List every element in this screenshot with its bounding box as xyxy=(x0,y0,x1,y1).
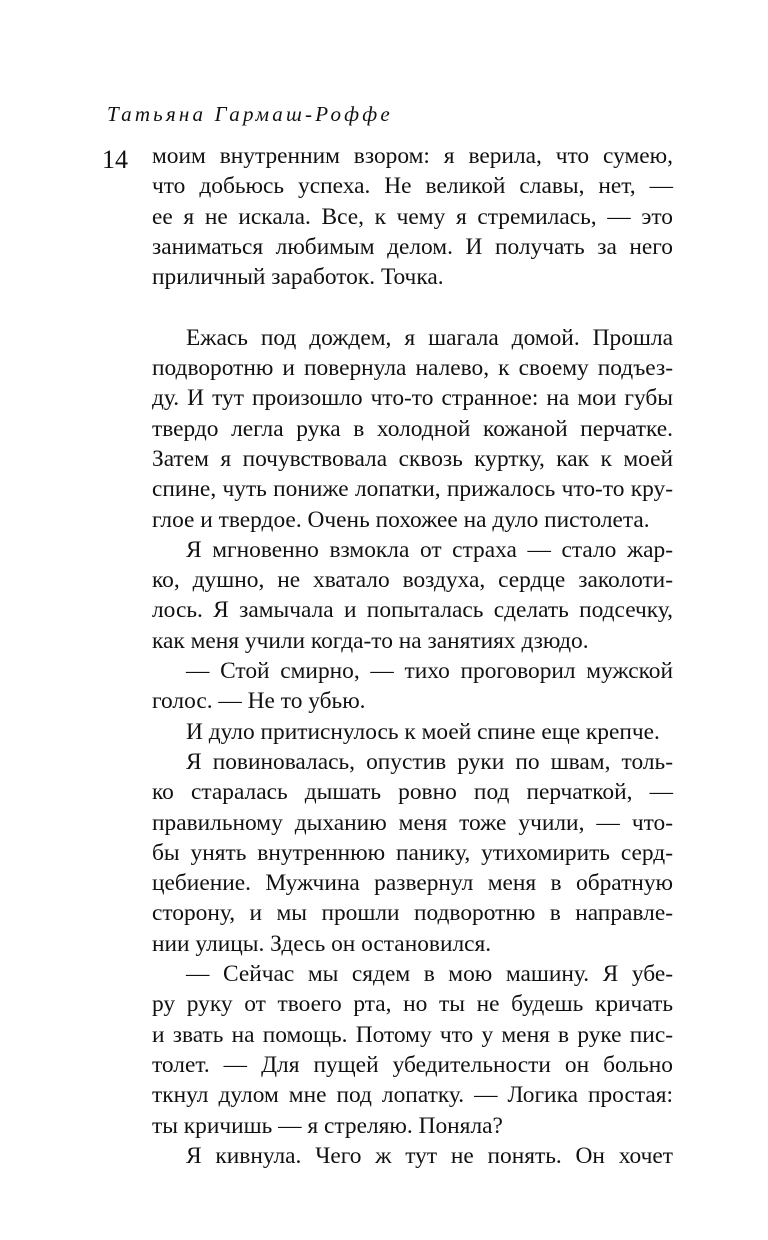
text-line: — Сейчас мы сядем в мою машину. Я убе- xyxy=(186,961,673,988)
running-head: Татьяна Гармаш-Роффе xyxy=(107,102,393,126)
text-line: толет. — Для пущей убедительности он больно xyxy=(152,1051,673,1078)
text-line: Ежась под дождем, я шагала домой. Прошла xyxy=(186,324,673,351)
text-line: голос. — Не то убью. xyxy=(152,688,366,715)
text-line: глое и твердое. Очень похожее на дуло пистолета. xyxy=(152,506,650,533)
text-line: моим внутренним взором: я верила, что сумею, xyxy=(152,143,673,169)
section-break xyxy=(152,292,673,322)
text-line: Я повиновалась, опустив руки по швам, толь- xyxy=(186,748,673,775)
text-line: и звать на помощь. Потому что у меня в руке пис- xyxy=(152,1021,673,1048)
text-line: сторону, и мы прошли подворотню в направле- xyxy=(152,900,673,927)
text-line: подворотню и повернула налево, к своему подъез- xyxy=(152,355,673,382)
text-line: ее я не искала. Все, к чему я стремилась, — это xyxy=(152,203,673,230)
text-line: — Стой смирно, — тихо проговорил мужской xyxy=(186,658,673,685)
text-line: ткнул дулом мне под лопатку. — Логика простая: xyxy=(152,1082,673,1109)
text-line: правильному дыханию меня тоже учили, — что- xyxy=(152,809,673,836)
text-line: бы унять внутреннюю панику, утихомирить серд- xyxy=(152,839,673,866)
text-line: твердо легла рука в холодной кожаной перчатке. xyxy=(152,415,673,442)
text-line: ты кричишь — я стреляю. Поняла? xyxy=(152,1112,503,1139)
text-line: как меня учили когда-то на занятиях дзюдо. xyxy=(152,627,589,654)
text-line: приличный заработок. Точка. xyxy=(152,264,444,291)
body-text xyxy=(152,141,673,1171)
text-line: заниматься любимым делом. И получать за него xyxy=(152,233,673,260)
text-line: Затем я почувствовала сквозь куртку, как к моей xyxy=(152,445,673,472)
text-line: цебиение. Мужчина развернул меня в обратную xyxy=(152,870,673,897)
text-line: И дуло притиснулось к моей спине еще крепче. xyxy=(186,718,660,745)
text-line: ру руку от твоего рта, но ты не будешь кричать xyxy=(152,991,673,1018)
text-line: нии улицы. Здесь он остановился. xyxy=(152,930,492,957)
text-line: ко, душно, не хватало воздуха, сердце заколоти- xyxy=(152,567,673,594)
text-line: спине, чуть пониже лопатки, прижалось что-то кру- xyxy=(152,476,673,503)
text-line: Я кивнула. Чего ж тут не понять. Он хочет xyxy=(186,1142,673,1169)
text-line: ко старалась дышать ровно под перчаткой, — xyxy=(152,779,673,806)
page-number: 14 xyxy=(102,145,128,174)
text-line: что добьюсь успеха. Не великой славы, нет, — xyxy=(152,173,673,200)
text-line: ду. И тут произошло что-то странное: на мои губы xyxy=(152,385,673,412)
text-line: Я мгновенно взмокла от страха — стало жар- xyxy=(186,536,673,563)
text-line: лось. Я замычала и попыталась сделать подсечку, xyxy=(152,597,673,624)
